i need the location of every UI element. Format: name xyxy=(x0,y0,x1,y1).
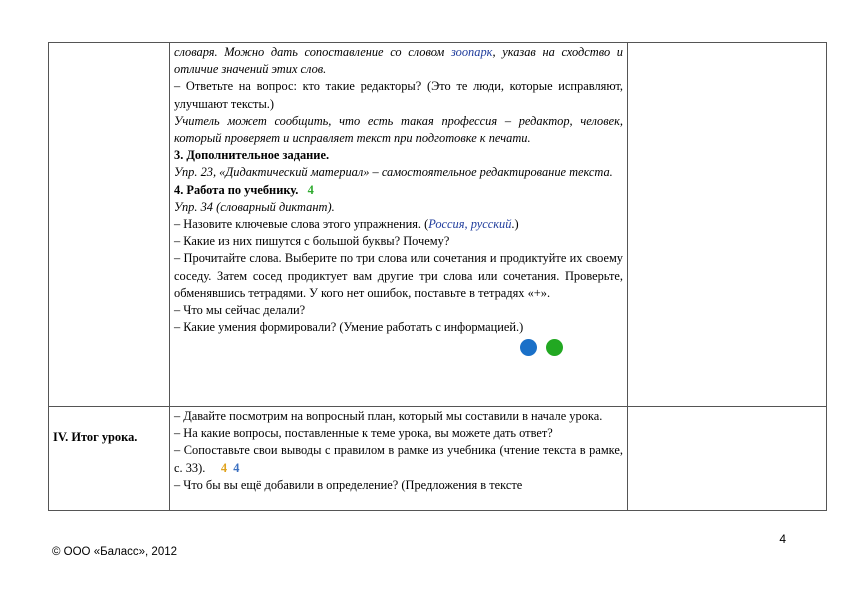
lesson-table xyxy=(48,42,827,511)
highlighted-words: Россия, русский xyxy=(428,217,512,232)
marker-number: 4 xyxy=(233,460,240,475)
blue-circle-icon xyxy=(520,339,537,356)
table-row xyxy=(49,43,827,407)
paragraph: – Какие умения формировали? (Умение работать с информацией.) xyxy=(174,320,524,335)
paragraph: – Давайте посмотрим на вопросный план, который мы составили в начале урока. xyxy=(174,409,603,423)
paragraph: – Ответьте на вопрос: кто такие редакторы? (Это те люди, которые исправляют, улучшают тексты.) xyxy=(174,79,623,111)
paragraph: – На какие вопросы, поставленные к теме урока, вы можете дать ответ? xyxy=(174,426,553,441)
highlighted-word: зоопарк xyxy=(451,45,493,59)
paragraph: – Что бы вы ещё добавили в определение? (Предложения в тексте xyxy=(174,477,523,492)
stage-cell: IV. Итог урока. xyxy=(49,407,170,511)
paragraph: Упр. 23, «Дидактический материал» – самостоятельное редактирование текста. xyxy=(174,165,613,180)
section-heading: 4. Работа по учебнику. 4 xyxy=(174,182,314,197)
section-heading: 3. Дополнительное задание. xyxy=(174,148,330,163)
paragraph: – Назовите ключевые слова этого упражнения. (Россия, русский.) xyxy=(174,217,519,232)
stage-cell-empty xyxy=(49,43,170,407)
footer-copyright: © ООО «Баласс», 2012 xyxy=(52,546,178,558)
paragraph: – Что мы сейчас делали? xyxy=(174,303,306,318)
notes-cell xyxy=(628,407,827,511)
notes-cell xyxy=(628,43,827,407)
content-cell xyxy=(170,43,628,407)
content-cell xyxy=(170,407,628,511)
paragraph: словаря. Можно дать сопоставление со словом зоопарк, указав на сходство и отличие значений этих слов. xyxy=(174,45,623,77)
paragraph: Учитель может сообщить, что есть такая профессия – редактор, человек, который проверяет и исправляет текст при подготовке к печати. xyxy=(174,113,623,146)
paragraph: Упр. 34 (словарный диктант). xyxy=(174,199,335,214)
marker-circles xyxy=(174,336,623,358)
table-row xyxy=(49,407,827,511)
paragraph: – Какие из них пишутся с большой буквы? Почему? xyxy=(174,234,450,249)
marker-number: 4 xyxy=(220,460,228,475)
marker-number: 4 xyxy=(307,182,314,197)
green-circle-icon xyxy=(546,339,563,356)
paragraph: – Прочитайте слова. Выберите по три слова или сочетания и продиктуйте их своему соседу. Затем сосед продиктует вам другие три слова или сочетания. Проверьте, обменявшись тетрадями. У кого нет ошибок, поставьте в тетрадях «+». xyxy=(174,251,623,300)
page-number: 4 xyxy=(779,532,786,546)
paragraph: – Сопоставьте свои выводы с правилом в рамке из учебника (чтение текста в рамке, с. 33). 4 4 xyxy=(174,443,623,475)
